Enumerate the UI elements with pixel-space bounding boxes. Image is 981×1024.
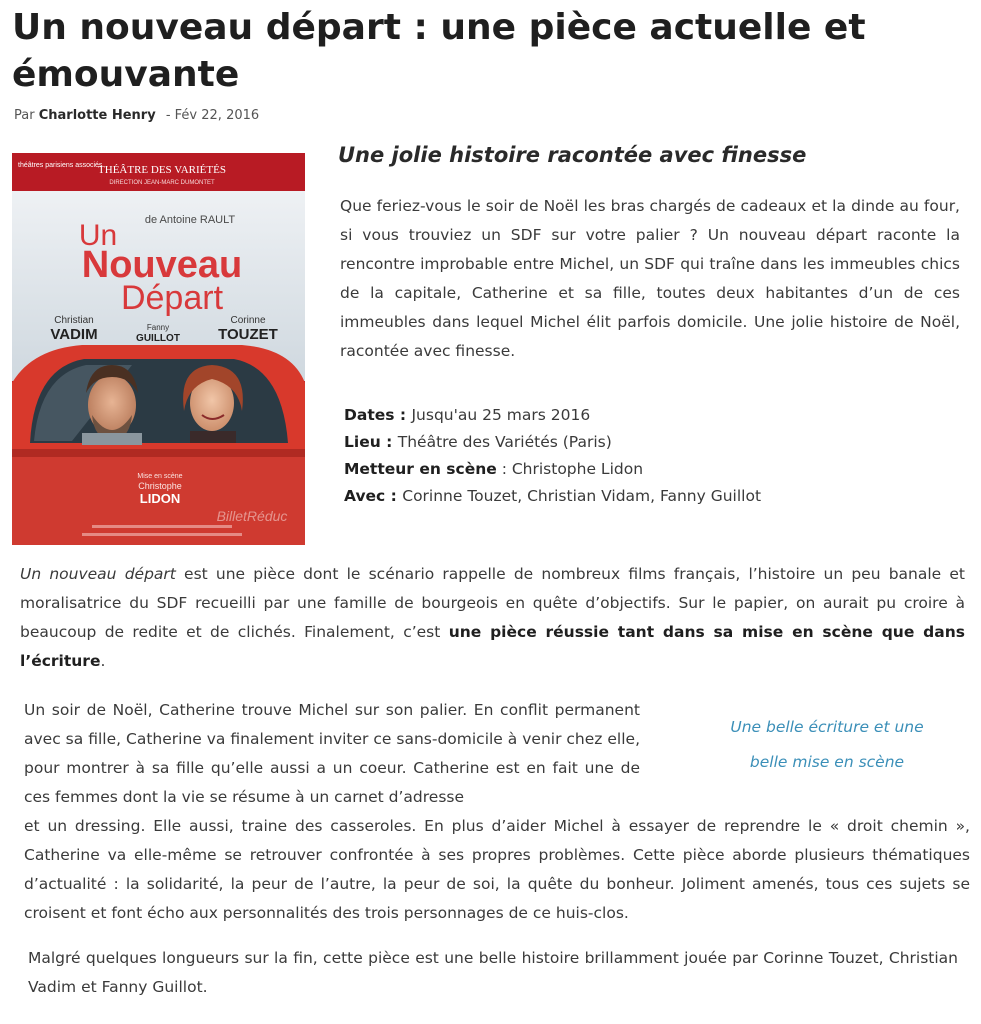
article-title: Un nouveau départ : une pièce actuelle et émouvante xyxy=(12,7,866,95)
paragraph-story-top: Un soir de Noël, Catherine trouve Michel sur son palier. En conflit permanent avec sa fille, Catherine va finalement inviter ce sans-domicile à venir chez elle, pour montrer à sa fille qu’elle aussi a un coeur. Catherine est en fait une de ces femmes dont la vie se résume à un carnet d’adresse xyxy=(24,701,640,806)
poster-theatre-sub: DIRECTION JEAN-MARC DUMONTET xyxy=(109,180,215,186)
fact-value: Christophe Lidon xyxy=(511,460,644,478)
fact-value: Théâtre des Variétés (Paris) xyxy=(397,433,612,451)
paragraph-review xyxy=(20,560,965,676)
poster-actor2-first: Fanny xyxy=(146,323,170,332)
fact-value: Corinne Touzet, Christian Vidam, Fanny Guillot xyxy=(402,487,762,505)
car-hood-shade xyxy=(12,449,305,457)
fact-label: Avec xyxy=(344,487,386,505)
poster-actor3-last: TOUZET xyxy=(218,326,278,343)
poster-actor1-first: Christian xyxy=(54,315,94,326)
poster-title-depart: Départ xyxy=(120,279,224,317)
poster-actor2-last: GUILLOT xyxy=(136,333,180,344)
poster-director-last: LIDON xyxy=(139,491,181,506)
poster-title-un: Un xyxy=(78,219,118,252)
poster-credits xyxy=(92,525,232,528)
poster-author: de Antoine RAULT xyxy=(144,214,236,226)
event-facts xyxy=(344,402,964,510)
article-subhead: Une jolie histoire racontée avec finesse xyxy=(338,143,807,167)
fact-avec: Avec : Corinne Touzet, Christian Vidam, Fanny Guillot xyxy=(344,487,762,505)
publish-date: - Fév 22, 2016 xyxy=(165,108,260,123)
fact-lieu: Lieu : Théâtre des Variétés (Paris) xyxy=(344,433,612,451)
poster-watermark: BilletRéduc xyxy=(216,508,288,524)
poster-theatre: THÉÂTRE DES VARIÉTÉS xyxy=(98,164,226,176)
intro-paragraph: Que feriez-vous le soir de Noël les bras chargés de cadeaux et la dinde au four, si vous trouviez un SDF sur votre palier ? Un nouveau départ raconte la rencontre improbable entre Michel, un SDF qui traîne dans les immeubles chics de la capitale, Catherine et sa fille, toutes deux habitantes d’un de ces immeubles dans lequel Michel élit parfois domicile. Une jolie histoire de Noël, racontée avec finesse. xyxy=(340,197,960,360)
poster-image xyxy=(12,153,305,545)
paragraph-end: . xyxy=(100,652,106,670)
fact-metteur: Metteur en scène : Christophe Lidon xyxy=(344,460,644,478)
paragraph-conclusion: Malgré quelques longueurs sur la fin, cette pièce est une belle histoire brillamment jouée par Corinne Touzet, Christian Vadim et Fanny Guillot. xyxy=(28,949,958,996)
pull-quote: Une belle écriture et une belle mise en scène xyxy=(730,718,924,771)
man-figure xyxy=(82,365,142,445)
poster-actor3-first: Corinne xyxy=(230,315,266,326)
woman-figure xyxy=(183,365,243,443)
poster-artwork xyxy=(12,153,305,545)
fact-label: Metteur en scène xyxy=(344,460,497,478)
poster-title-nouveau: Nouveau xyxy=(81,244,243,286)
byline xyxy=(14,108,259,123)
paragraph-text: est une pièce dont le scénario rappelle de nombreux films français, l’histoire un peu banale et moralisatrice du SDF recueilli par une famille de bourgeois en quête d’objectifs. Sur le papier, on aurait pu croire à beaucoup de redite et de clichés. Finalement, c’est xyxy=(20,565,965,641)
fact-dates: Dates : Jusqu'au 25 mars 2016 xyxy=(344,406,591,424)
fact-label: Dates xyxy=(344,406,395,424)
author-name[interactable]: Charlotte Henry xyxy=(38,108,156,123)
poster-logo: théâtres parisiens associés xyxy=(18,162,103,169)
fact-label: Lieu xyxy=(344,433,381,451)
paragraph-bold: une pièce réussie tant dans sa mise en scène que dans l’écriture xyxy=(20,623,965,670)
poster-actor1-last: VADIM xyxy=(50,326,98,343)
poster-director-first: Christophe xyxy=(138,481,182,491)
poster-mise-en-scene: Mise en scène xyxy=(137,473,183,480)
play-title-italic: Un nouveau départ xyxy=(20,565,176,583)
byline-prefix: Par xyxy=(14,108,35,123)
fact-value: Jusqu'au 25 mars 2016 xyxy=(411,406,591,424)
poster-credits-2 xyxy=(82,533,242,536)
paragraph-story-bottom: et un dressing. Elle aussi, traine des casseroles. En plus d’aider Michel à essayer de reprendre le « droit chemin », Catherine va elle-même se retrouver confrontée à ses propres problèmes. Cette pièce aborde plusieurs thématiques d’actualité : la solidarité, la peur de l’autre, la peur de soi, la quête du bonheur. Joliment amenés, tous ces sujets se croisent et font écho aux personnalités des trois personnages de ce huis-clos. xyxy=(24,817,970,922)
